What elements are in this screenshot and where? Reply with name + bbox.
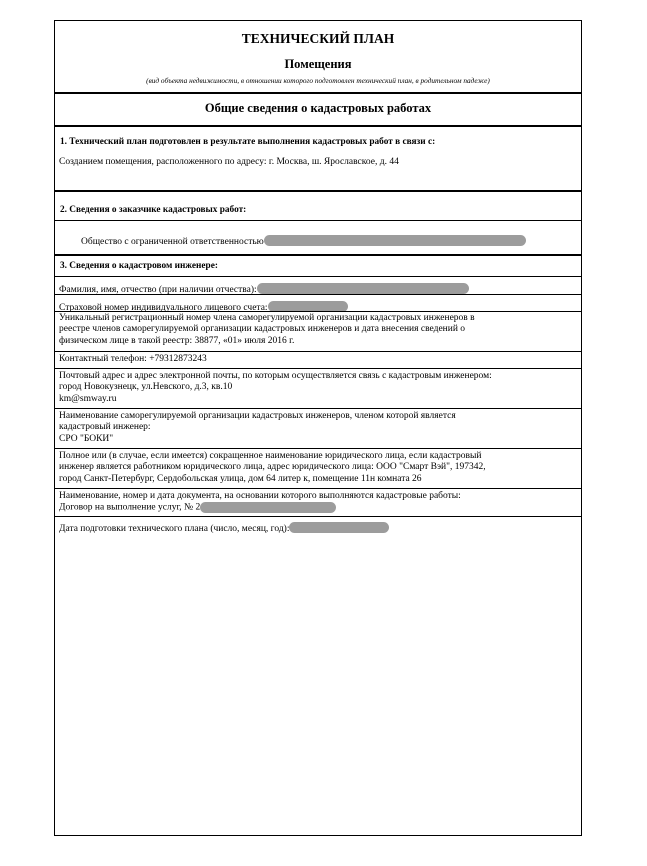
org-line: Полное или (в случае, если имеется) сокращенное наименование юридического лица, если кадастровый	[59, 451, 482, 461]
divider	[55, 276, 581, 277]
snils-label: Страховой номер индивидуального лицевого счета:	[59, 303, 268, 313]
sro-name: СРО "БОКИ"	[59, 433, 114, 444]
doc-line: Наименование, номер и дата документа, на основании которого выполняются кадастровые работы:	[59, 491, 461, 501]
sro	[55, 411, 581, 445]
reg-line: Уникальный регистрационный номер члена саморегулируемой организации кадастровых инженеров в	[59, 313, 475, 323]
divider	[55, 125, 581, 127]
section2-heading: 2. Сведения о заказчике кадастровых работ:	[60, 205, 247, 215]
email: km@smway.ru	[59, 393, 117, 404]
org-line: город Санкт-Петербург, Сердобольская улица, дом 64 литер к, помещение 11н комната 26	[59, 473, 422, 484]
reg-number	[55, 313, 581, 347]
date-row	[55, 518, 581, 536]
sro-line: кадастровый инженер:	[59, 422, 151, 433]
contract-label: Договор на выполнение услуг, № 2	[59, 502, 201, 513]
section1-heading: 1. Технический план подготовлен в результате выполнения кадастровых работ в связи с:	[60, 137, 436, 147]
section-title: Общие сведения о кадастровых работах	[204, 101, 432, 115]
redacted-customer-name	[264, 235, 526, 246]
organization	[55, 451, 581, 485]
divider	[55, 220, 581, 221]
sro-line: Наименование саморегулируемой организации кадастровых инженеров, членом которой является	[59, 411, 456, 421]
customer-text: Общество с ограниченной ответственностью	[81, 237, 264, 247]
redacted-contract-number	[200, 502, 336, 513]
divider	[55, 488, 581, 489]
contact-address	[55, 371, 581, 405]
section3-heading: 3. Сведения о кадастровом инженере:	[60, 261, 218, 271]
address-line: Почтовый адрес и адрес электронной почты, по которым осуществляется связь с кадастровым инженером:	[59, 371, 492, 381]
fio-label: Фамилия, имя, отчество (при наличии отчества):	[59, 285, 257, 295]
divider	[55, 254, 581, 256]
divider	[55, 448, 581, 449]
divider	[55, 92, 581, 94]
divider	[55, 294, 581, 295]
customer-row	[81, 231, 581, 249]
redacted-fio	[257, 283, 469, 294]
object-type: Помещения	[284, 57, 352, 71]
document-title: ТЕХНИЧЕСКИЙ ПЛАН	[241, 31, 395, 46]
phone: Контактный телефон: +79312873243	[59, 354, 207, 364]
redacted-date	[289, 522, 389, 533]
reg-line: физическом лице в такой реестр: 38877, «01» июля 2016 г.	[59, 335, 295, 346]
section1-text: Созданием помещения, расположенного по адресу: г. Москва, ш. Ярославское, д. 44	[59, 157, 399, 167]
basis-document	[55, 491, 581, 514]
divider	[55, 368, 581, 369]
address-line: город Новокузнецк, ул.Невского, д.3, кв.10	[59, 382, 233, 393]
divider	[55, 351, 581, 352]
reg-line: реестре членов саморегулируемой организации кадастровых инженеров и дата внесения сведений о	[59, 324, 466, 335]
divider	[55, 408, 581, 409]
doc-line	[59, 502, 581, 514]
document-frame	[54, 20, 582, 836]
date-label: Дата подготовки технического плана (число, месяц, год):	[59, 524, 290, 534]
divider	[55, 311, 581, 312]
org-line: инженер является работником юридического лица, адрес юридического лица: ООО "Смарт Вэй", 197342,	[59, 462, 486, 473]
object-type-note: (вид объекта недвижимости, в отношении которого подготовлен технический план, в родительном падеже)	[146, 76, 490, 85]
divider	[55, 190, 581, 192]
divider	[55, 516, 581, 517]
